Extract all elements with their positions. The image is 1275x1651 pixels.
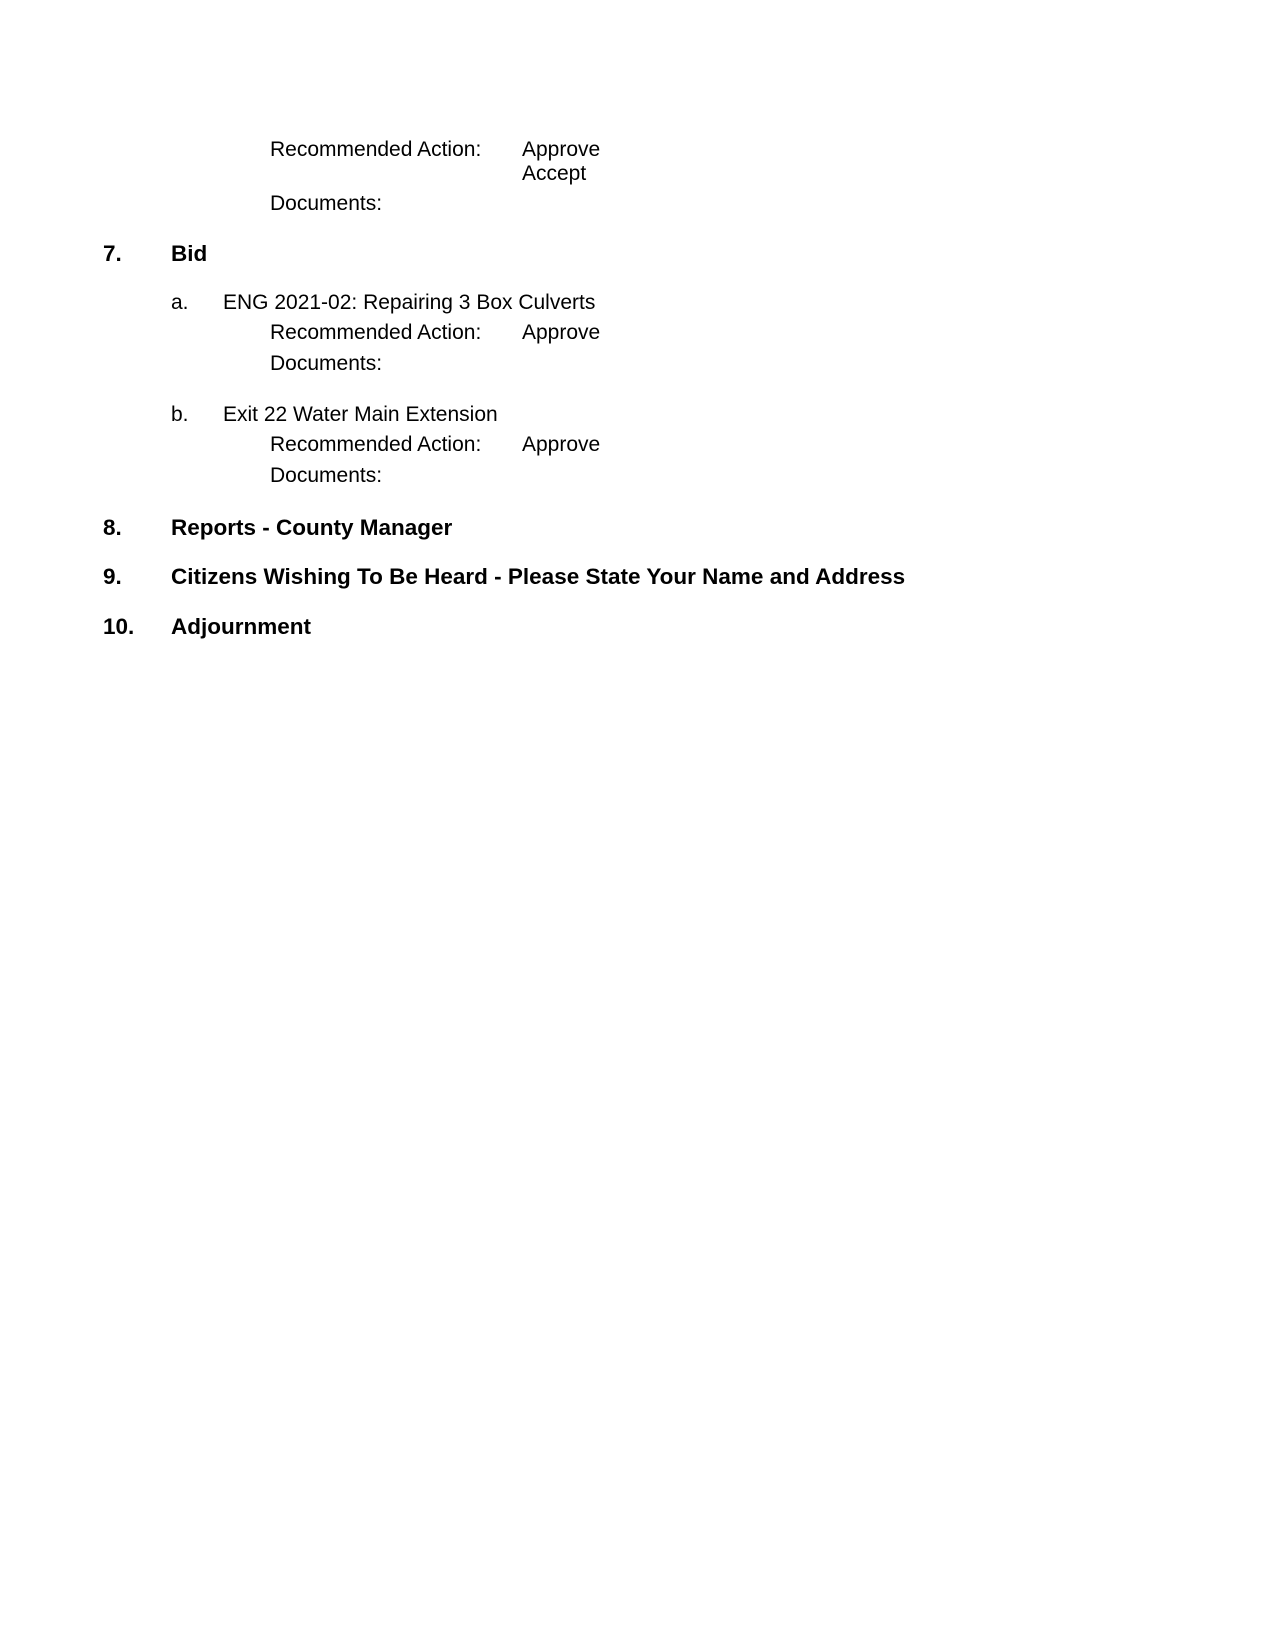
documents-label: Documents: [270,352,383,375]
section-number: 8. [103,515,122,540]
recommended-action-value: Approve [522,433,601,456]
section-title: Adjournment [171,614,311,639]
item-title: ENG 2021-02: Repairing 3 Box Culverts [223,291,596,314]
section-number: 7. [103,241,122,266]
recommended-action-label: Recommended Action: [270,321,482,344]
recommended-action-value: Accept [522,162,587,185]
item-title: Exit 22 Water Main Extension [223,403,498,426]
section-title: Citizens Wishing To Be Heard - Please State Your Name and Address [171,564,906,589]
recommended-action-label: Recommended Action: [270,433,482,456]
documents-label: Documents: [270,192,383,215]
item-letter: a. [171,291,189,314]
section-number: 10. [103,614,135,639]
section-title: Reports - County Manager [171,515,453,540]
recommended-action-value: Approve [522,138,601,161]
recommended-action-value: Approve [522,321,601,344]
recommended-action-label: Recommended Action: [270,138,482,161]
documents-label: Documents: [270,464,383,487]
section-title: Bid [171,241,208,266]
item-letter: b. [171,403,189,426]
section-number: 9. [103,564,122,589]
